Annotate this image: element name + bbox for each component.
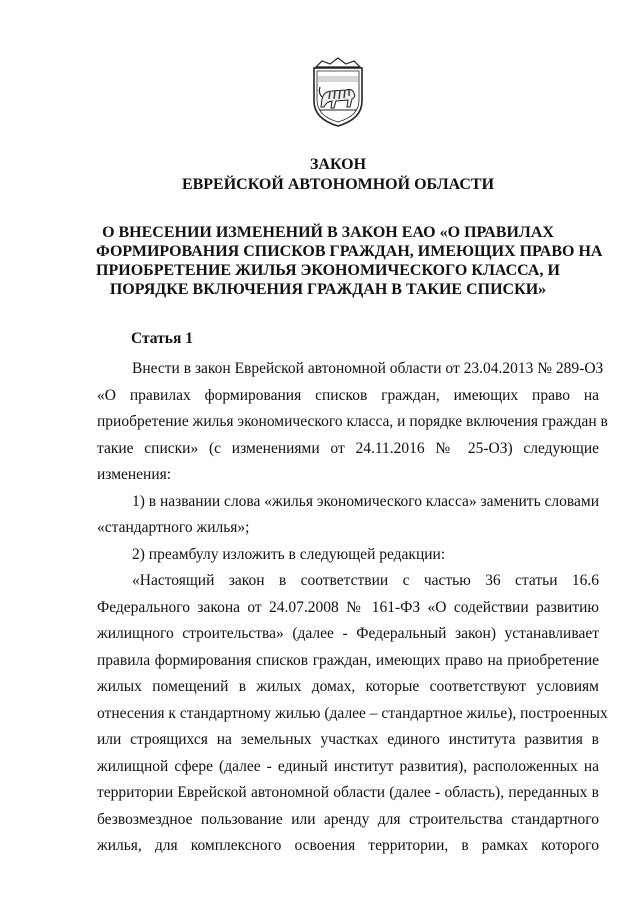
- body-line: приобретение жилья экономического класса, и порядке включения граждан в: [97, 413, 608, 430]
- article-body: [97, 356, 608, 860]
- tiger-emblem-icon: [306, 55, 370, 129]
- region-heading: ЕВРЕЙСКОЙ АВТОНОМНОЙ ОБЛАСТИ: [181, 176, 495, 193]
- body-line: правила формирования списков граждан, имеющих право на приобретение: [97, 651, 599, 669]
- title-line: ФОРМИРОВАНИЯ СПИСКОВ ГРАЖДАН, ИМЕЮЩИХ ПРАВО НА: [96, 243, 603, 260]
- law-title: [96, 223, 603, 299]
- body-line: отнесения к стандартному жилью (далее – стандартное жилье), построенных: [97, 704, 608, 722]
- article-heading: Статья 1: [131, 330, 193, 347]
- title-line: О ВНЕСЕНИИ ИЗМЕНЕНИЙ В ЗАКОН ЕАО «О ПРАВИЛАХ: [102, 224, 554, 241]
- law-heading: ЗАКОН: [309, 156, 367, 173]
- body-line: жилищного строительства» (далее - Федеральный закон) устанавливает: [97, 625, 599, 642]
- body-line: такие списки» (с изменениями от 24.11.2016 № 25-ОЗ) следующие: [97, 439, 599, 457]
- body-line: «стандартного жилья»;: [97, 519, 250, 536]
- body-line: безвозмездное пользование или аренду для строительства стандартного: [97, 810, 599, 828]
- body-line: жилых помещений в жилых домах, которые соответствуют условиям: [97, 678, 599, 695]
- title-line: ПРИОБРЕТЕНИЕ ЖИЛЬЯ ЭКОНОМИЧЕСКОГО КЛАССА, И: [96, 262, 560, 279]
- body-line: «О правилах формирования списков граждан, имеющих право на: [97, 386, 599, 404]
- coat-of-arms-icon: [306, 55, 370, 129]
- body-line: жилищной сфере (далее - единый институт развития), расположенных на: [97, 757, 599, 775]
- body-line: изменения:: [97, 466, 172, 483]
- body-line: 1) в названии слова «жилья экономического класса» заменить словами: [132, 492, 599, 510]
- body-line: жилья, для комплексного освоения территории, в рамках которого: [97, 837, 599, 854]
- body-line: территории Еврейской автономной области (далее - область), переданных в: [97, 784, 599, 801]
- body-line: Федерального закона от 24.07.2008 № 161-ФЗ «О содействии развитию: [97, 598, 599, 616]
- body-line: или строящихся на земельных участках единого института развития в: [97, 731, 599, 748]
- title-line: ПОРЯДКЕ ВКЛЮЧЕНИЯ ГРАЖДАН В ТАКИЕ СПИСКИ»: [109, 281, 547, 298]
- body-line: Внести в закон Еврейской автономной области от 23.04.2013 № 289-ОЗ: [132, 360, 604, 377]
- body-line: «Настоящий закон в соответствии с частью 36 статьи 16.6: [132, 572, 599, 589]
- body-line: 2) преамбулу изложить в следующей редакции:: [132, 545, 446, 563]
